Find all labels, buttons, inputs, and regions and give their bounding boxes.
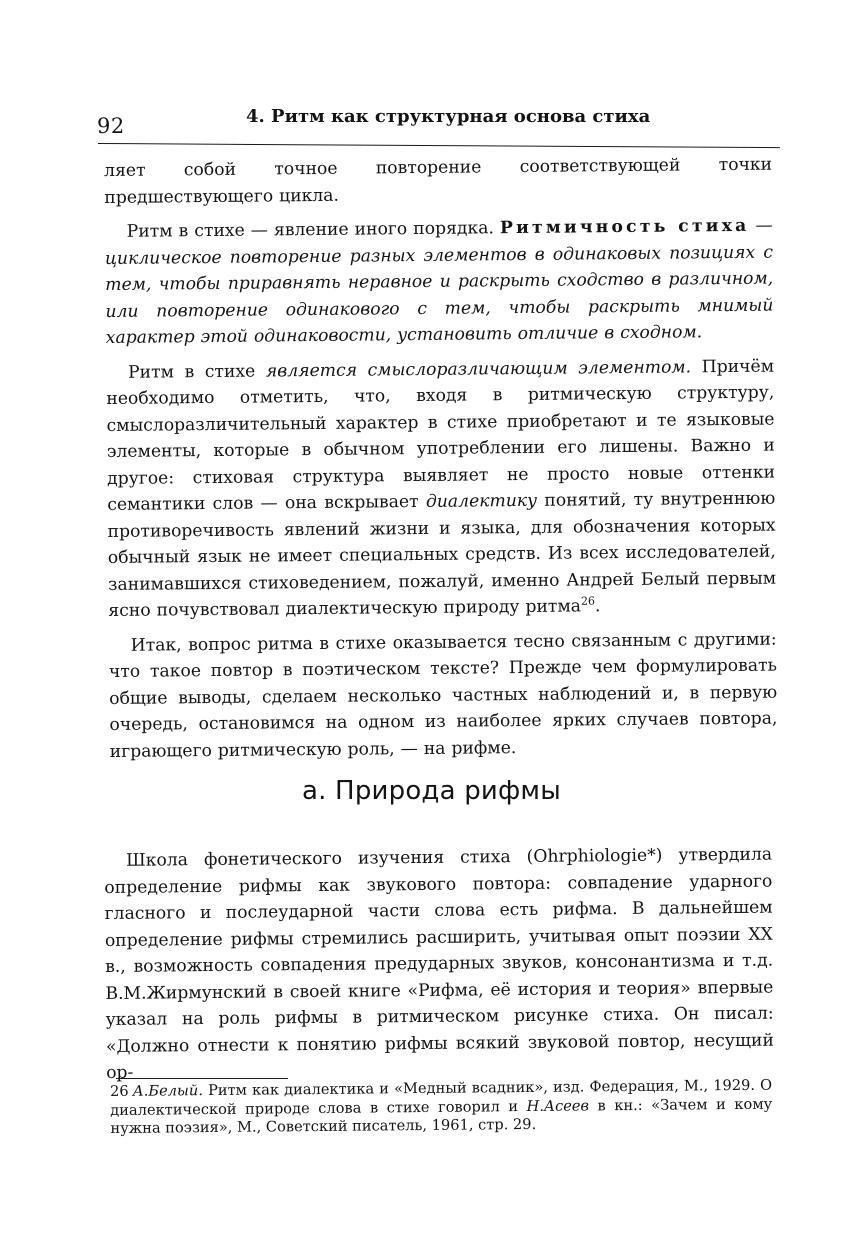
section-heading: а. Природа рифмы [302, 776, 561, 806]
footnote-text: в кн.: «Зачем и кому нужна поэзия», М., Советский писатель, 1961, стр. 29. [110, 1095, 773, 1137]
paragraph-rhyme-school [104, 842, 774, 1087]
page-number: 92 [97, 114, 125, 138]
paragraph-continued [104, 152, 772, 211]
text-block-lower [104, 842, 774, 1087]
paragraph-repetition [109, 626, 778, 765]
paragraph-lead: Ритм в стихе [127, 360, 266, 383]
paragraph-text: Итак, вопрос ритма в стихе оказывается тесно связанным с другими: что такое повтор в поэтическом тексте? Прежде чем формулировать общие выводы, сделаем несколько частных наблюдений и, в первую очередь, остановимся на одном из наиболее ярких случаев повтора, играющего ритмическую роль, — на рифме. [108, 629, 778, 762]
paragraph-end: . [594, 596, 601, 617]
footnote-number: 26 [110, 1082, 129, 1100]
paragraph-text: ляет собой точное повторение соответствующей точки предшествующего цикла. [104, 154, 773, 208]
paragraph-lead: Ритм в стихе — явление иного порядка. [126, 218, 501, 242]
paragraph-text: Школа фонетического изучения стиха (Ohrphiologie*) утвердила определение рифмы как звукового повтора: совпадение ударного гласного и послеударной части слова есть рифма. В дальнейшем определение рифмы стремились расширить, учитывая опыт поэзии XX в., возможность совпадения предударных звуков, консонантизма и т.д. В.М.Жирмунский в своей книге «Рифма, её история и теория» впервые указал на роль рифмы в ритмическом рисунке стиха. Он писал: «Должно отнести к понятию рифмы всякий звуковой повтор, несущий ор- [104, 844, 774, 1083]
emphasis-text: диалектику [425, 490, 538, 512]
paragraph-text: Причём необходимо отметить, что, входя в ритмическую структуру, смыслоразличительный характер в стихе приобретают и те языковые элементы, которые в обычном употреблении его лишены. Важно и другое: стиховая структура выявляет не просто новые оттенки семантики слов — она вскрывает [106, 356, 776, 515]
footnote-author: А.Белый [132, 1082, 199, 1100]
footnote-rule [116, 1078, 288, 1079]
paragraph-text: понятий, ту внутреннюю противоречивость явлений жизни и языка, для обозначения которых обычный язык не имеет специальных средств. Из всех исследователей, занимавшихся стиховедением, пожалуй, именно Андрей Белый первым ясно почувствовал диалектическую природу ритма [107, 488, 777, 621]
definition-text: — циклическое повторение разных элементов в одинаковых позициях с тем, чтобы приравнять неравное и раскрыть сходство в различном, или повторение одинакового с тем, чтобы раскрыть мнимый характер этой одинаковости, установить отличие в сходном. [104, 215, 774, 348]
footnote-text: . Ритм как диалектика и «Медный всадник», изд. Федерация, М., 1929. О диалектической природе слова в стихе говорил и [110, 1076, 773, 1119]
footnote [110, 1077, 773, 1139]
running-title: 4. Ритм как структурная основа стиха [246, 106, 651, 127]
defined-term: Ритмичность стиха [499, 215, 750, 239]
paragraph-rhythm-meaning [106, 353, 777, 624]
emphasis-text: является смыслоразличающим элементом. [265, 356, 692, 381]
header-rule [98, 143, 780, 148]
footnote-reference[interactable]: 26 [580, 594, 596, 608]
paragraph-rhythm-definition [105, 213, 774, 352]
footnote-author: Н.Асеев [526, 1096, 590, 1115]
text-block-upper [104, 152, 778, 765]
